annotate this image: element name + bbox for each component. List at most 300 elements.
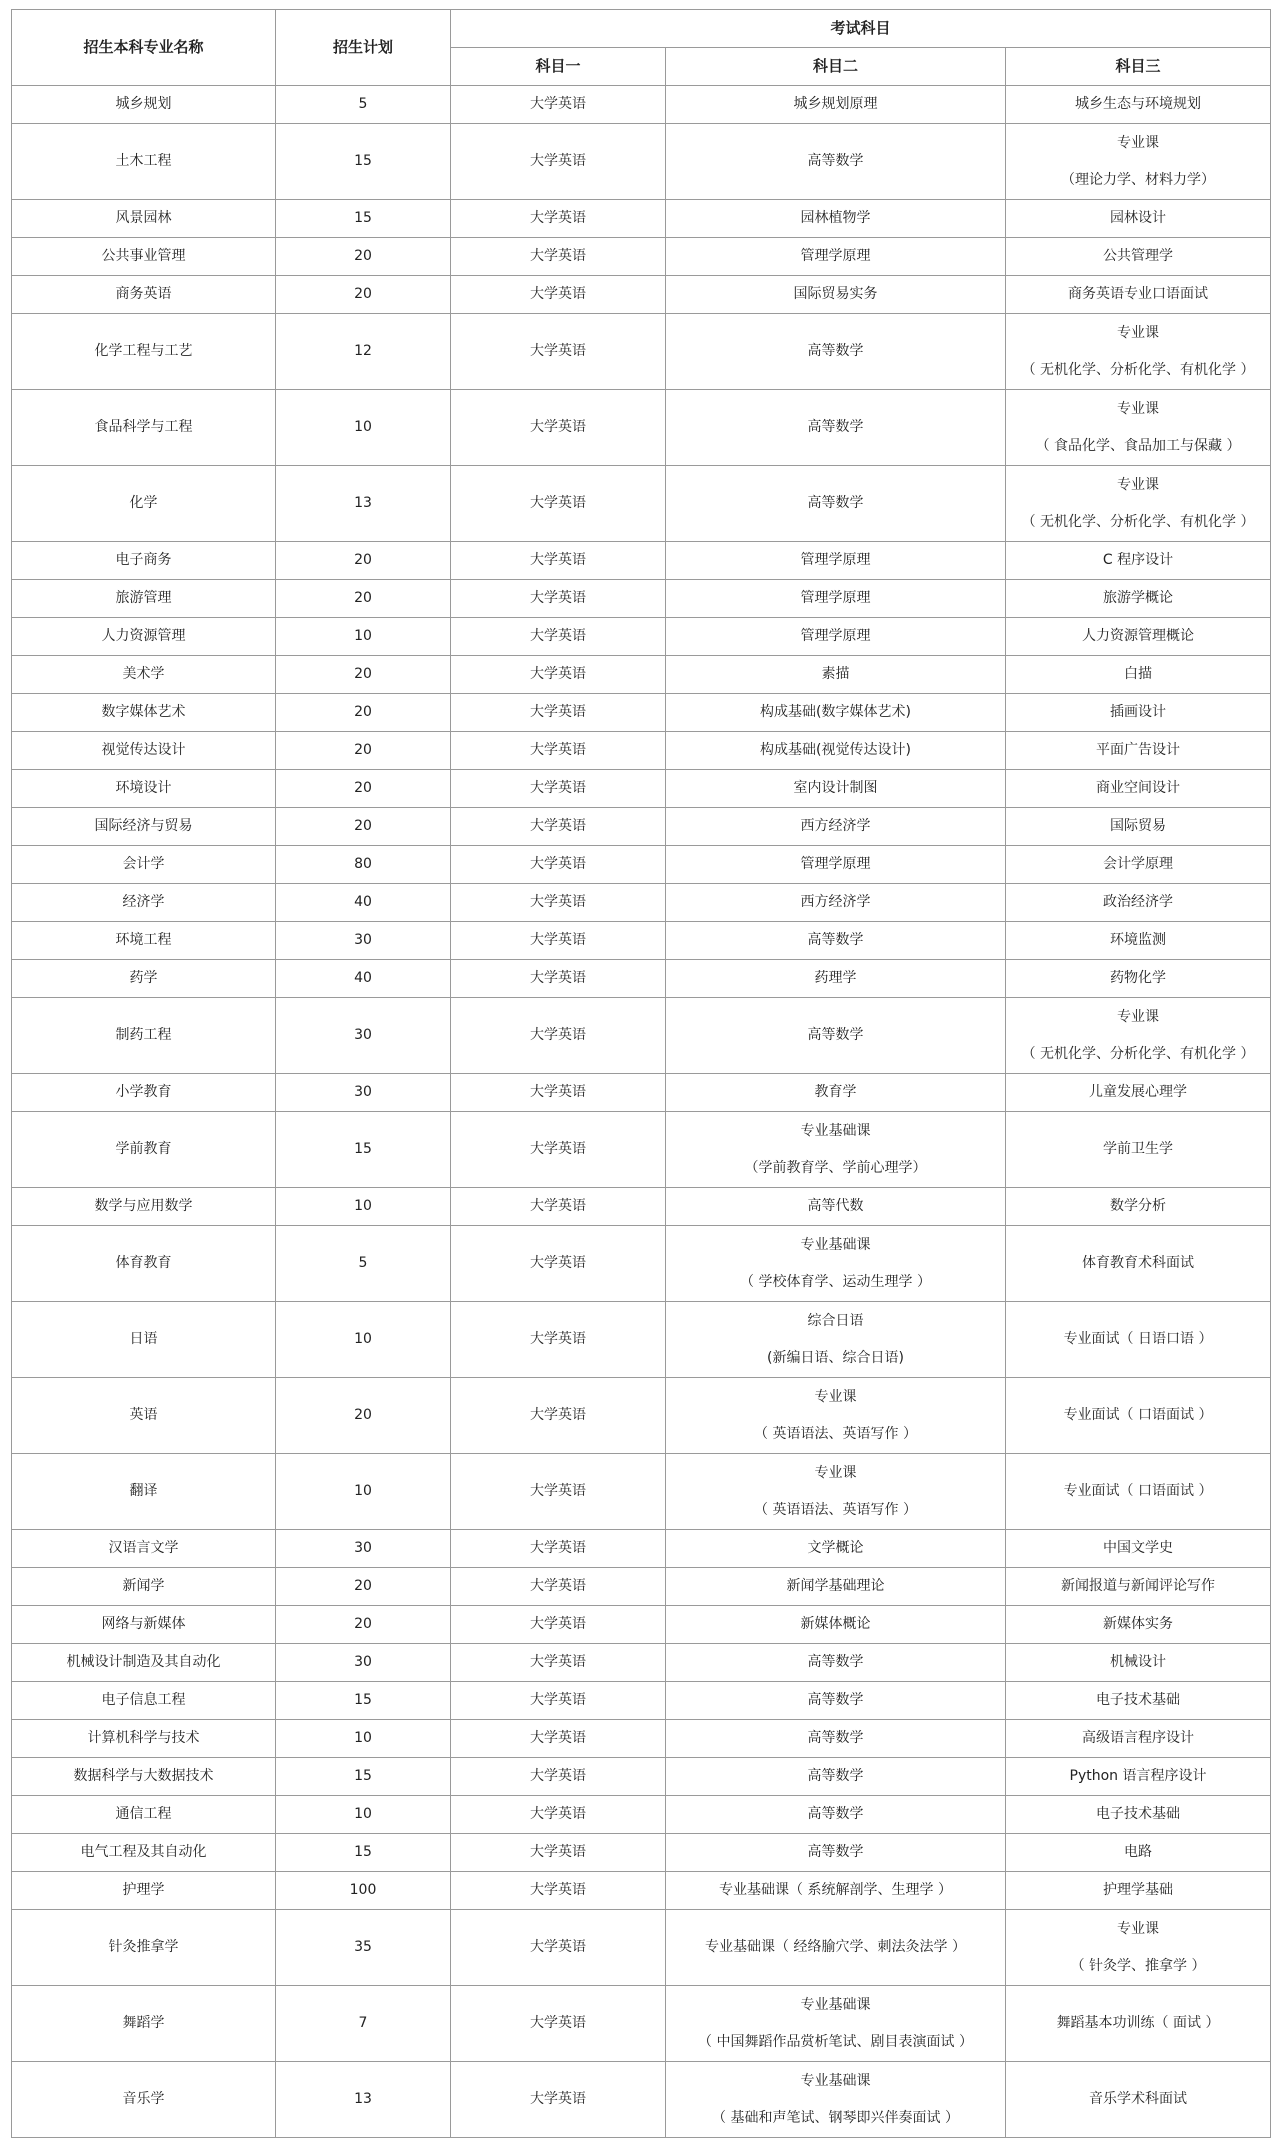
cell-subject3 bbox=[1006, 656, 1271, 694]
cell-subject2 bbox=[666, 998, 1006, 1074]
cell-subject3-line: 体育教育术科面试 bbox=[1082, 1255, 1195, 1271]
table-row bbox=[12, 1188, 1271, 1226]
cell-subject3-line: 护理学基础 bbox=[1103, 1882, 1174, 1898]
cell-subject3 bbox=[1006, 1302, 1271, 1378]
cell-plan: 40 bbox=[276, 884, 451, 922]
admission-table bbox=[11, 9, 1271, 2138]
cell-subject2 bbox=[666, 86, 1006, 124]
cell-subject2 bbox=[666, 580, 1006, 618]
cell-subject2-line: 管理学原理 bbox=[800, 628, 871, 644]
cell-major: 机械设计制造及其自动化 bbox=[12, 1644, 276, 1682]
cell-subject1: 大学英语 bbox=[451, 542, 666, 580]
cell-plan: 30 bbox=[276, 1644, 451, 1682]
cell-subject2-line: 专业基础课（ 经络腧穴学、刺法灸法学 ） bbox=[705, 1939, 966, 1955]
table-row bbox=[12, 1644, 1271, 1682]
cell-plan: 20 bbox=[276, 770, 451, 808]
table-row bbox=[12, 238, 1271, 276]
cell-subject2-line: 素描 bbox=[821, 666, 850, 682]
cell-subject2-line: 园林植物学 bbox=[800, 210, 871, 226]
table-row bbox=[12, 922, 1271, 960]
cell-subject2 bbox=[666, 922, 1006, 960]
cell-major: 会计学 bbox=[12, 846, 276, 884]
cell-major: 电气工程及其自动化 bbox=[12, 1834, 276, 1872]
cell-subject3 bbox=[1006, 86, 1271, 124]
cell-plan: 5 bbox=[276, 86, 451, 124]
cell-major: 药学 bbox=[12, 960, 276, 998]
cell-subject2 bbox=[666, 884, 1006, 922]
cell-major: 商务英语 bbox=[12, 276, 276, 314]
cell-subject3-line: C 程序设计 bbox=[1102, 552, 1174, 568]
cell-plan: 30 bbox=[276, 1530, 451, 1568]
cell-plan: 15 bbox=[276, 200, 451, 238]
cell-subject2 bbox=[666, 1568, 1006, 1606]
table-row bbox=[12, 1226, 1271, 1302]
table-row bbox=[12, 1986, 1271, 2062]
cell-subject2-line: 高等数学 bbox=[807, 1844, 864, 1860]
cell-subject3 bbox=[1006, 846, 1271, 884]
table-row bbox=[12, 1910, 1271, 1986]
cell-subject3-line: 政治经济学 bbox=[1103, 894, 1174, 910]
cell-subject2 bbox=[666, 694, 1006, 732]
header-subject1: 科目一 bbox=[451, 48, 666, 86]
header-plan: 招生计划 bbox=[276, 10, 451, 86]
cell-subject2-line: 高等数学 bbox=[807, 153, 864, 169]
cell-subject3-line: 城乡生态与环境规划 bbox=[1075, 96, 1202, 112]
cell-subject2-line: 高等数学 bbox=[807, 1768, 864, 1784]
cell-subject2 bbox=[666, 656, 1006, 694]
cell-subject3-line: 专业面试（ 日语口语 ） bbox=[1063, 1331, 1213, 1347]
cell-major: 公共事业管理 bbox=[12, 238, 276, 276]
cell-subject2-line: 专业基础课 bbox=[800, 1996, 871, 2013]
cell-plan: 20 bbox=[276, 580, 451, 618]
cell-subject3-line: （ 无机化学、分析化学、有机化学 ） bbox=[1021, 513, 1255, 530]
cell-subject1: 大学英语 bbox=[451, 884, 666, 922]
cell-subject2 bbox=[666, 1454, 1006, 1530]
table-row bbox=[12, 580, 1271, 618]
cell-subject3 bbox=[1006, 1378, 1271, 1454]
cell-subject3-line: 专业面试（ 口语面试 ） bbox=[1063, 1483, 1213, 1499]
cell-plan: 20 bbox=[276, 276, 451, 314]
cell-subject1: 大学英语 bbox=[451, 998, 666, 1074]
cell-major: 音乐学 bbox=[12, 2062, 276, 2138]
cell-subject3 bbox=[1006, 1682, 1271, 1720]
cell-subject1: 大学英语 bbox=[451, 618, 666, 656]
cell-subject3-line: 旅游学概论 bbox=[1103, 590, 1174, 606]
table-row bbox=[12, 1568, 1271, 1606]
cell-subject1: 大学英语 bbox=[451, 580, 666, 618]
cell-subject2-line: 综合日语 bbox=[807, 1312, 864, 1329]
cell-major: 小学教育 bbox=[12, 1074, 276, 1112]
cell-subject3 bbox=[1006, 770, 1271, 808]
table-row bbox=[12, 314, 1271, 390]
cell-subject3 bbox=[1006, 466, 1271, 542]
cell-subject2 bbox=[666, 238, 1006, 276]
cell-subject3-line: （理论力学、材料力学） bbox=[1061, 171, 1216, 188]
cell-major: 城乡规划 bbox=[12, 86, 276, 124]
table-row bbox=[12, 1682, 1271, 1720]
cell-subject1: 大学英语 bbox=[451, 124, 666, 200]
cell-subject3-line: 插画设计 bbox=[1110, 704, 1167, 720]
cell-subject1: 大学英语 bbox=[451, 1568, 666, 1606]
cell-subject3-line: 数学分析 bbox=[1110, 1198, 1167, 1214]
cell-subject2 bbox=[666, 1112, 1006, 1188]
table-row bbox=[12, 1606, 1271, 1644]
cell-plan: 15 bbox=[276, 1834, 451, 1872]
cell-plan: 20 bbox=[276, 1606, 451, 1644]
cell-major: 环境工程 bbox=[12, 922, 276, 960]
cell-major: 人力资源管理 bbox=[12, 618, 276, 656]
cell-major: 数据科学与大数据技术 bbox=[12, 1758, 276, 1796]
cell-subject1: 大学英语 bbox=[451, 656, 666, 694]
header-subject3: 科目三 bbox=[1006, 48, 1271, 86]
cell-subject1: 大学英语 bbox=[451, 1872, 666, 1910]
cell-subject1: 大学英语 bbox=[451, 2062, 666, 2138]
cell-subject3 bbox=[1006, 1720, 1271, 1758]
cell-subject3 bbox=[1006, 1188, 1271, 1226]
cell-subject3-line: 中国文学史 bbox=[1103, 1540, 1174, 1556]
cell-plan: 10 bbox=[276, 1302, 451, 1378]
cell-subject3 bbox=[1006, 1226, 1271, 1302]
cell-major: 旅游管理 bbox=[12, 580, 276, 618]
cell-subject2 bbox=[666, 1720, 1006, 1758]
table-row bbox=[12, 200, 1271, 238]
cell-subject2-line: 文学概论 bbox=[807, 1540, 864, 1556]
cell-subject2-line: 城乡规划原理 bbox=[793, 96, 878, 112]
table-row bbox=[12, 1530, 1271, 1568]
header-major: 招生本科专业名称 bbox=[12, 10, 276, 86]
cell-subject2-line: 教育学 bbox=[814, 1084, 857, 1100]
cell-subject2-line: 专业课 bbox=[814, 1388, 857, 1405]
cell-plan: 15 bbox=[276, 124, 451, 200]
cell-subject3-line: 园林设计 bbox=[1110, 210, 1167, 226]
cell-plan: 13 bbox=[276, 2062, 451, 2138]
cell-subject2-line: （ 中国舞蹈作品赏析笔试、剧目表演面试 ） bbox=[698, 2033, 973, 2050]
table-row bbox=[12, 1454, 1271, 1530]
cell-subject2 bbox=[666, 618, 1006, 656]
cell-subject3-line: 人力资源管理概论 bbox=[1082, 628, 1195, 644]
cell-subject3-line: （ 食品化学、食品加工与保藏 ） bbox=[1035, 437, 1241, 454]
cell-subject3 bbox=[1006, 1986, 1271, 2062]
cell-subject2 bbox=[666, 390, 1006, 466]
cell-subject3 bbox=[1006, 1568, 1271, 1606]
table-row bbox=[12, 618, 1271, 656]
cell-subject1: 大学英语 bbox=[451, 1606, 666, 1644]
cell-major: 制药工程 bbox=[12, 998, 276, 1074]
table-row bbox=[12, 542, 1271, 580]
table-row bbox=[12, 124, 1271, 200]
cell-subject2-line: 高等数学 bbox=[807, 1654, 864, 1670]
cell-subject3 bbox=[1006, 960, 1271, 998]
cell-subject1: 大学英语 bbox=[451, 1302, 666, 1378]
cell-subject1: 大学英语 bbox=[451, 846, 666, 884]
cell-subject2-line: 专业基础课（ 系统解剖学、生理学 ） bbox=[719, 1882, 952, 1898]
cell-subject2 bbox=[666, 314, 1006, 390]
cell-subject1: 大学英语 bbox=[451, 1112, 666, 1188]
cell-subject3-line: 平面广告设计 bbox=[1096, 742, 1181, 758]
cell-plan: 35 bbox=[276, 1910, 451, 1986]
table-row bbox=[12, 770, 1271, 808]
cell-plan: 80 bbox=[276, 846, 451, 884]
cell-subject2-line: 高等代数 bbox=[807, 1198, 864, 1214]
cell-subject3-line: 专业课 bbox=[1117, 1920, 1160, 1937]
cell-subject2 bbox=[666, 276, 1006, 314]
cell-plan: 13 bbox=[276, 466, 451, 542]
table-row bbox=[12, 1112, 1271, 1188]
cell-subject3 bbox=[1006, 1910, 1271, 1986]
cell-subject2-line: 管理学原理 bbox=[800, 248, 871, 264]
cell-major: 美术学 bbox=[12, 656, 276, 694]
cell-subject2 bbox=[666, 732, 1006, 770]
cell-subject2-line: 西方经济学 bbox=[800, 818, 871, 834]
cell-subject3 bbox=[1006, 276, 1271, 314]
table-row bbox=[12, 2062, 1271, 2138]
cell-subject1: 大学英语 bbox=[451, 732, 666, 770]
cell-subject1: 大学英语 bbox=[451, 314, 666, 390]
cell-subject2-line: （ 学校体育学、运动生理学 ） bbox=[740, 1273, 931, 1290]
cell-plan: 40 bbox=[276, 960, 451, 998]
cell-subject2-line: （ 基础和声笔试、钢琴即兴伴奏面试 ） bbox=[712, 2109, 959, 2126]
cell-plan: 20 bbox=[276, 808, 451, 846]
cell-subject2 bbox=[666, 1986, 1006, 2062]
cell-subject3-line: 专业面试（ 口语面试 ） bbox=[1063, 1407, 1213, 1423]
cell-plan: 30 bbox=[276, 998, 451, 1074]
cell-subject2-line: 管理学原理 bbox=[800, 590, 871, 606]
cell-major: 国际经济与贸易 bbox=[12, 808, 276, 846]
cell-subject3 bbox=[1006, 1074, 1271, 1112]
cell-subject1: 大学英语 bbox=[451, 1188, 666, 1226]
cell-subject3 bbox=[1006, 1606, 1271, 1644]
cell-subject2-line: 高等数学 bbox=[807, 1027, 864, 1043]
cell-subject3 bbox=[1006, 1112, 1271, 1188]
table-row bbox=[12, 1720, 1271, 1758]
cell-subject3 bbox=[1006, 1530, 1271, 1568]
table-row bbox=[12, 466, 1271, 542]
cell-plan: 30 bbox=[276, 922, 451, 960]
cell-plan: 15 bbox=[276, 1758, 451, 1796]
cell-subject2-line: 管理学原理 bbox=[800, 856, 871, 872]
table-row bbox=[12, 1074, 1271, 1112]
table-row bbox=[12, 390, 1271, 466]
cell-subject3 bbox=[1006, 542, 1271, 580]
cell-major: 汉语言文学 bbox=[12, 1530, 276, 1568]
cell-subject3 bbox=[1006, 124, 1271, 200]
cell-subject2-line: 构成基础(数字媒体艺术) bbox=[760, 704, 911, 720]
cell-plan: 20 bbox=[276, 1378, 451, 1454]
cell-subject3-line: 药物化学 bbox=[1110, 970, 1167, 986]
cell-subject3-line: 电子技术基础 bbox=[1096, 1692, 1181, 1708]
cell-subject1: 大学英语 bbox=[451, 922, 666, 960]
cell-subject2 bbox=[666, 200, 1006, 238]
cell-subject1: 大学英语 bbox=[451, 200, 666, 238]
cell-subject2-line: 室内设计制图 bbox=[793, 780, 878, 796]
table-body bbox=[12, 86, 1271, 2138]
cell-major: 网络与新媒体 bbox=[12, 1606, 276, 1644]
cell-major: 英语 bbox=[12, 1378, 276, 1454]
cell-plan: 20 bbox=[276, 1568, 451, 1606]
cell-plan: 10 bbox=[276, 618, 451, 656]
cell-subject3 bbox=[1006, 922, 1271, 960]
cell-subject1: 大学英语 bbox=[451, 1226, 666, 1302]
cell-subject1: 大学英语 bbox=[451, 1834, 666, 1872]
cell-subject1: 大学英语 bbox=[451, 694, 666, 732]
cell-major: 计算机科学与技术 bbox=[12, 1720, 276, 1758]
cell-plan: 10 bbox=[276, 390, 451, 466]
cell-subject3 bbox=[1006, 238, 1271, 276]
cell-subject3-line: （ 无机化学、分析化学、有机化学 ） bbox=[1021, 361, 1255, 378]
cell-subject2-line: （ 英语语法、英语写作 ） bbox=[754, 1425, 917, 1442]
cell-subject2 bbox=[666, 1796, 1006, 1834]
cell-major: 电子商务 bbox=[12, 542, 276, 580]
cell-subject3 bbox=[1006, 2062, 1271, 2138]
cell-subject3-line: 公共管理学 bbox=[1103, 248, 1174, 264]
cell-subject2-line: 新闻学基础理论 bbox=[786, 1578, 885, 1594]
cell-major: 环境设计 bbox=[12, 770, 276, 808]
table-row bbox=[12, 1872, 1271, 1910]
cell-major: 护理学 bbox=[12, 1872, 276, 1910]
cell-subject1: 大学英语 bbox=[451, 1378, 666, 1454]
cell-subject2-line: 西方经济学 bbox=[800, 894, 871, 910]
cell-subject1: 大学英语 bbox=[451, 1644, 666, 1682]
cell-major: 通信工程 bbox=[12, 1796, 276, 1834]
cell-plan: 12 bbox=[276, 314, 451, 390]
cell-major: 新闻学 bbox=[12, 1568, 276, 1606]
cell-subject2 bbox=[666, 1644, 1006, 1682]
cell-subject2 bbox=[666, 1872, 1006, 1910]
cell-subject3-line: 高级语言程序设计 bbox=[1082, 1730, 1195, 1746]
cell-subject2 bbox=[666, 1910, 1006, 1986]
cell-subject2 bbox=[666, 808, 1006, 846]
table-row bbox=[12, 86, 1271, 124]
cell-subject2 bbox=[666, 1302, 1006, 1378]
cell-subject1: 大学英语 bbox=[451, 770, 666, 808]
cell-plan: 20 bbox=[276, 238, 451, 276]
cell-plan: 10 bbox=[276, 1720, 451, 1758]
table-row bbox=[12, 694, 1271, 732]
cell-plan: 20 bbox=[276, 542, 451, 580]
cell-subject3-line: 会计学原理 bbox=[1103, 856, 1174, 872]
table-row bbox=[12, 884, 1271, 922]
cell-subject2 bbox=[666, 1682, 1006, 1720]
cell-subject2-line: 高等数学 bbox=[807, 343, 864, 359]
cell-plan: 20 bbox=[276, 656, 451, 694]
cell-subject3-line: （ 无机化学、分析化学、有机化学 ） bbox=[1021, 1045, 1255, 1062]
cell-major: 针灸推拿学 bbox=[12, 1910, 276, 1986]
cell-plan: 20 bbox=[276, 694, 451, 732]
cell-subject2-line: 专业课 bbox=[814, 1464, 857, 1481]
cell-major: 体育教育 bbox=[12, 1226, 276, 1302]
cell-subject2-line: 专业基础课 bbox=[800, 2072, 871, 2089]
cell-plan: 20 bbox=[276, 732, 451, 770]
cell-subject3-line: 机械设计 bbox=[1110, 1654, 1167, 1670]
cell-subject3 bbox=[1006, 200, 1271, 238]
cell-subject2-line: 国际贸易实务 bbox=[793, 286, 878, 302]
cell-subject2-line: 构成基础(视觉传达设计) bbox=[760, 742, 911, 758]
cell-plan: 10 bbox=[276, 1796, 451, 1834]
header-exam: 考试科目 bbox=[451, 10, 1271, 48]
cell-subject3 bbox=[1006, 390, 1271, 466]
cell-major: 日语 bbox=[12, 1302, 276, 1378]
cell-subject2 bbox=[666, 2062, 1006, 2138]
cell-subject3 bbox=[1006, 1872, 1271, 1910]
cell-major: 土木工程 bbox=[12, 124, 276, 200]
table-row bbox=[12, 1796, 1271, 1834]
cell-subject2-line: （学前教育学、学前心理学） bbox=[744, 1159, 927, 1176]
cell-subject2-line: 高等数学 bbox=[807, 932, 864, 948]
cell-subject1: 大学英语 bbox=[451, 960, 666, 998]
cell-subject3 bbox=[1006, 314, 1271, 390]
cell-subject2-line: 药理学 bbox=[814, 970, 857, 986]
cell-subject3-line: 专业课 bbox=[1117, 324, 1160, 341]
table-row bbox=[12, 1758, 1271, 1796]
cell-subject3-line: 环境监测 bbox=[1110, 932, 1167, 948]
cell-subject3-line: 学前卫生学 bbox=[1103, 1141, 1174, 1157]
cell-subject3-line: 专业课 bbox=[1117, 400, 1160, 417]
cell-major: 视觉传达设计 bbox=[12, 732, 276, 770]
admission-table-container bbox=[11, 9, 1270, 2138]
cell-major: 数字媒体艺术 bbox=[12, 694, 276, 732]
cell-subject3-line: Python 语言程序设计 bbox=[1069, 1768, 1207, 1784]
cell-subject2-line: 高等数学 bbox=[807, 1806, 864, 1822]
cell-plan: 7 bbox=[276, 1986, 451, 2062]
cell-major: 化学工程与工艺 bbox=[12, 314, 276, 390]
cell-subject1: 大学英语 bbox=[451, 276, 666, 314]
cell-subject3 bbox=[1006, 694, 1271, 732]
cell-subject1: 大学英语 bbox=[451, 1530, 666, 1568]
cell-subject2-line: 高等数学 bbox=[807, 495, 864, 511]
table-row bbox=[12, 1302, 1271, 1378]
cell-subject2-line: 专业基础课 bbox=[800, 1122, 871, 1139]
table-row bbox=[12, 808, 1271, 846]
cell-subject1: 大学英语 bbox=[451, 1454, 666, 1530]
cell-subject2-line: 管理学原理 bbox=[800, 552, 871, 568]
cell-subject3-line: 电子技术基础 bbox=[1096, 1806, 1181, 1822]
cell-subject2 bbox=[666, 770, 1006, 808]
cell-subject3-line: 新闻报道与新闻评论写作 bbox=[1061, 1578, 1216, 1594]
cell-subject3 bbox=[1006, 1796, 1271, 1834]
cell-subject2-line: 高等数学 bbox=[807, 1692, 864, 1708]
cell-subject2 bbox=[666, 1226, 1006, 1302]
cell-subject2 bbox=[666, 1074, 1006, 1112]
cell-subject3 bbox=[1006, 732, 1271, 770]
cell-subject3 bbox=[1006, 808, 1271, 846]
cell-subject3-line: 专业课 bbox=[1117, 1008, 1160, 1025]
cell-subject2 bbox=[666, 960, 1006, 998]
cell-plan: 100 bbox=[276, 1872, 451, 1910]
cell-subject2-line: 高等数学 bbox=[807, 419, 864, 435]
cell-subject2-line: 高等数学 bbox=[807, 1730, 864, 1746]
table-row bbox=[12, 1834, 1271, 1872]
cell-major: 翻译 bbox=[12, 1454, 276, 1530]
cell-subject1: 大学英语 bbox=[451, 1986, 666, 2062]
cell-subject3 bbox=[1006, 1454, 1271, 1530]
cell-subject2 bbox=[666, 846, 1006, 884]
cell-major: 电子信息工程 bbox=[12, 1682, 276, 1720]
cell-subject3-line: 音乐学术科面试 bbox=[1089, 2091, 1188, 2107]
cell-subject2 bbox=[666, 1378, 1006, 1454]
table-row bbox=[12, 1378, 1271, 1454]
cell-subject3 bbox=[1006, 1834, 1271, 1872]
table-row bbox=[12, 732, 1271, 770]
cell-subject3-line: 电路 bbox=[1124, 1844, 1153, 1860]
cell-subject3 bbox=[1006, 1644, 1271, 1682]
cell-major: 学前教育 bbox=[12, 1112, 276, 1188]
cell-subject3-line: （ 针灸学、推拿学 ） bbox=[1070, 1957, 1206, 1974]
table-row bbox=[12, 960, 1271, 998]
cell-subject1: 大学英语 bbox=[451, 1758, 666, 1796]
cell-major: 数学与应用数学 bbox=[12, 1188, 276, 1226]
table-row bbox=[12, 276, 1271, 314]
cell-subject2 bbox=[666, 124, 1006, 200]
